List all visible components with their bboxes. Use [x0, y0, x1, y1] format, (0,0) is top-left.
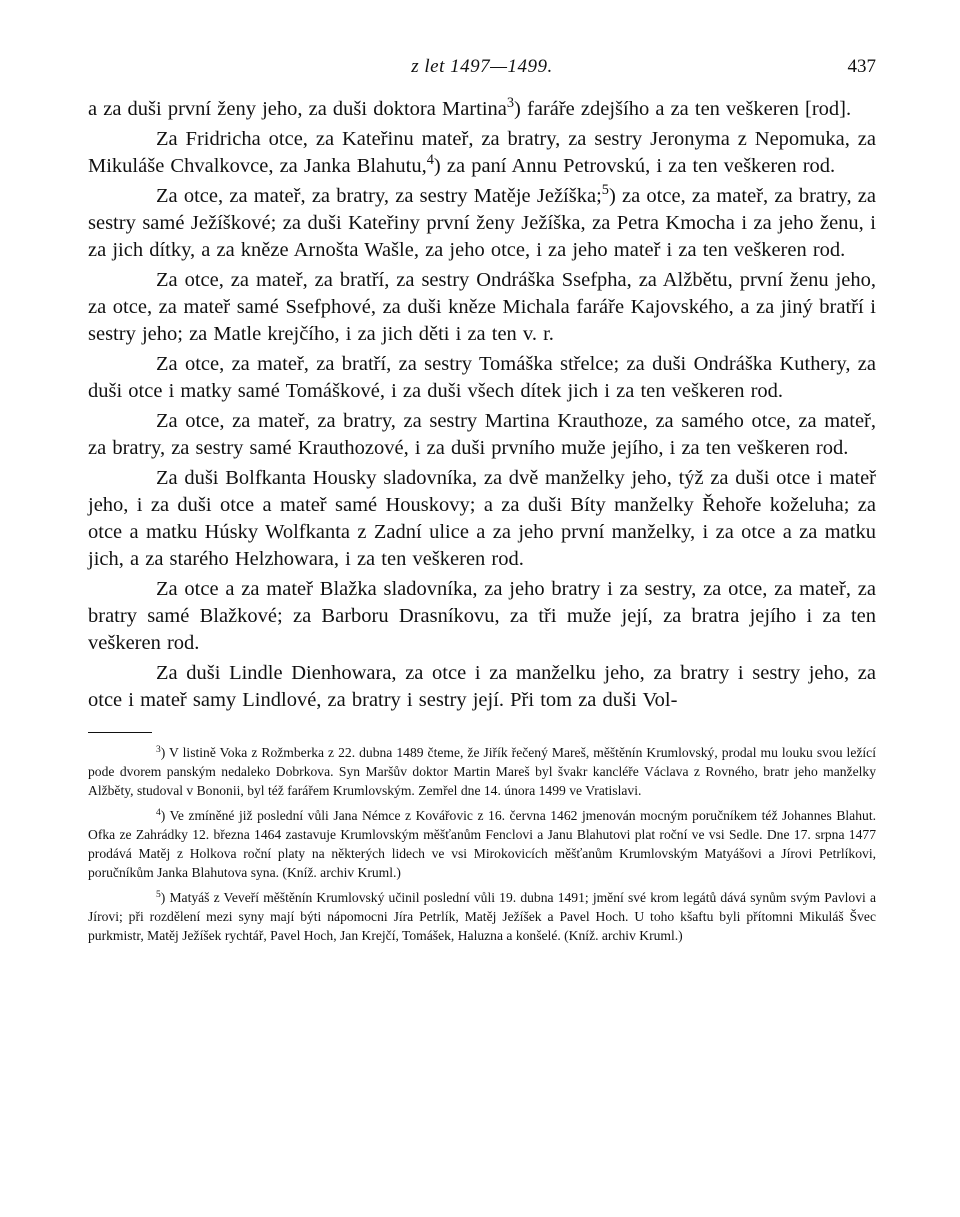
running-title: z let 1497—1499.: [411, 56, 553, 77]
paragraph: [88, 183, 876, 264]
document-page: [88, 56, 876, 951]
text-run: Za duši Lindle Dienhowara, za otce i za manželku jeho, za bratry i sestry jeho, za otce i mateř samy Lindlové, za bratry i sestry její. Při tom za duši Vol-: [88, 662, 876, 711]
text-run: ) V listině Voka z Rožmberka z 22. dubna 1489 čteme, že Jiřík řečený Mareš, měštěnín Krumlovský, prodal mu louku svou ležící pode dvorem panským nedaleko Dobrkova. Syn Maršův doktor Martin Mareš byl švakr kancléře Václava z Rovného, bratr jeho manželky Alžběty, studoval v Bononii, byl též farářem Krumlovským. Zemřel dne 14. února 1499 ve Vratislavi.: [88, 745, 876, 798]
footnotes: [88, 743, 876, 945]
footnote-marker: 3: [156, 744, 161, 755]
footnote: [88, 888, 876, 945]
text-run: a za duši první ženy jeho, za duši doktora Martina: [88, 98, 507, 120]
text-run: Za duši Bolfkanta Housky sladovníka, za dvě manželky jeho, týž za duši otce i mateř jeho, i za duši otce a mateř samé Houskovy; a za duši Bíty manželky Řehoře koželuha; za otce a matku Húsky Wolfkanta z Zadní ulice a za jeho první manželky, i za otce a za matku jich, a za starého Helzhowara, i za ten veškeren rod.: [88, 467, 876, 570]
text-run: ) Ve zmíněné již poslední vůli Jana Némce z Kovářovic z 16. června 1462 jmenován mocným poručníkem též Johannes Blahut. Ofka ze Zahrádky 12. března 1464 zastavuje Krumlovským měšťanům Fenclovi a Janu Blahutovi plat roční ve vsi Sedle. Dne 17. srpna 1477 prodává Matěj z Holkova roční platy na některých lidech ve vsi Mirokovicích měšťanům Krumlovským Matyášovi a Jírovi Petrlíkovi, poručníkům Janka Blahutova syna. (Kníž. archiv Kruml.): [88, 808, 876, 880]
body-text: [88, 96, 876, 714]
text-run: Za otce, za mateř, za bratry, za sestry Matěje Ježíška;: [156, 185, 602, 207]
paragraph: [88, 660, 876, 714]
footnote-marker: 4: [426, 152, 434, 169]
text-run: ) za paní Annu Petrovskú, i za ten veškeren rod.: [433, 155, 836, 177]
text-run: Za otce a za mateř Blažka sladovníka, za jeho bratry i za sestry, za otce, za mateř, za bratry samé Blažkové; za Barboru Drasníkovu, za tři muže její, za bratra jejího i za ten veškeren rod.: [88, 578, 876, 654]
paragraph: [88, 408, 876, 462]
paragraph: [88, 576, 876, 657]
footnote-marker: 4: [156, 807, 161, 818]
text-run: Za otce, za mateř, za bratří, za sestry Ondráška Ssefpha, za Alžbětu, první ženu jeho, za otce, za mateř samé Ssefphové, za duši kněze Michala faráře Kajovského, a za jiný bratří i sestry jeho; za Matle krejčího, i za jich děti i za ten v. r.: [88, 269, 876, 345]
footnote-rule: [88, 732, 152, 733]
text-run: ) Matyáš z Veveří měštěnín Krumlovský učinil poslední vůli 19. dubna 1491; jmění své krom legátů dává synům svým Pavlovi a Jírovi; při rozdělení mezi syny mají býti nápomocni Jíra Petrlík, Matěj Ježíšek a Pavel Hoch. U toho kšaftu byli přítomni Mikuláš Švec purkmistr, Matěj Ježíšek rychtář, Pavel Hoch, Jan Krejčí, Tomášek, Haluzna a konšelé. (Kníž. archiv Kruml.): [88, 890, 876, 943]
running-head: [88, 56, 876, 90]
footnote: [88, 806, 876, 882]
text-run: ) za otce, za mateř, za bratry, za sestry samé Ježíškové; za duši Kateřiny první ženy Ježíška, za Petra Kmocha i za jeho ženu, i za jich dítky, a za kněze Arnošta Wašle, za jeho otce, i za jeho mateř i za ten veškeren rod.: [88, 185, 876, 261]
paragraph: [88, 465, 876, 573]
paragraph: [88, 351, 876, 405]
text-run: Za Fridricha otce, za Kateřinu mateř, za bratry, za sestry Jeronyma z Nepomuka, za Mikuláše Chvalkovce, za Janka Blahutu,: [88, 128, 876, 177]
footnote-marker: 5: [601, 182, 609, 199]
paragraph: [88, 267, 876, 348]
footnote: [88, 743, 876, 800]
text-run: Za otce, za mateř, za bratry, za sestry Martina Krauthoze, za samého otce, za mateř, za bratry, za sestry samé Krauthozové, i za duši prvního muže jejího, i za ten veškeren rod.: [88, 410, 876, 459]
text-run: ) faráře zdejšího a za ten veškeren [rod].: [514, 98, 852, 120]
page-number: 437: [847, 56, 876, 77]
footnote-marker: 5: [156, 889, 161, 900]
paragraph: [88, 96, 876, 123]
footnote-marker: 3: [506, 95, 515, 112]
paragraph: [88, 126, 876, 180]
text-run: Za otce, za mateř, za bratří, za sestry Tomáška střelce; za duši Ondráška Kuthery, za duši otce i matky samé Tomáškové, i za duši všech dítek jich i za ten veškeren rod.: [88, 353, 876, 402]
